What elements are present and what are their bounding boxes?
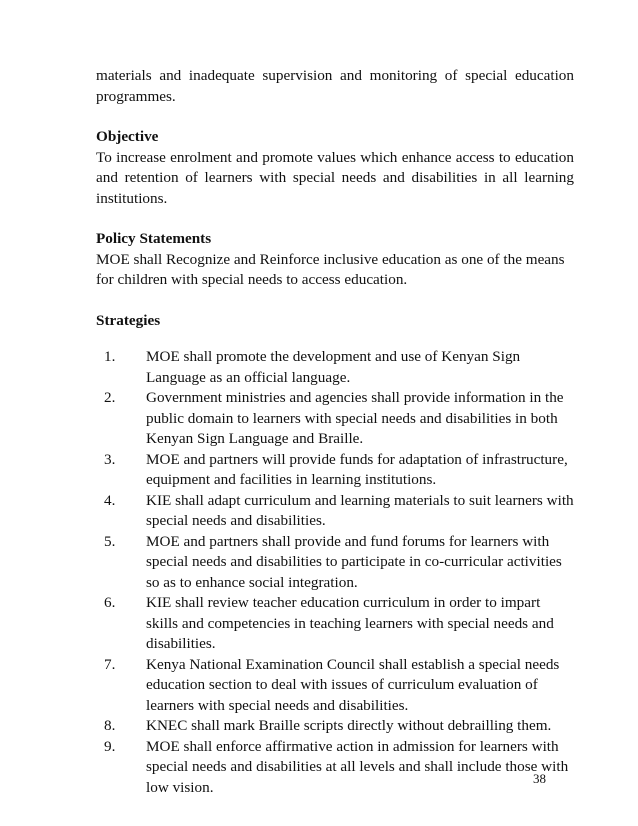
list-item (96, 716, 574, 737)
list-item-number: 5. (104, 532, 116, 550)
policy-heading: Policy Statements (96, 230, 212, 247)
strategies-list (96, 347, 574, 798)
list-item-text: MOE shall enforce affirmative action in admission for learners with special needs and disabilities at all levels and shall include those with low vision. (146, 737, 569, 796)
list-item-number: 9. (104, 737, 116, 755)
objective-text: To increase enrolment and promote values which enhance access to education and retention of learners with special needs and disabilities in all learning institutions. (96, 148, 574, 207)
page-number: 38 (533, 771, 546, 786)
objective-heading: Objective (96, 128, 159, 145)
list-item-text: KIE shall adapt curriculum and learning materials to suit learners with special needs and disabilities. (146, 491, 574, 529)
list-item (96, 491, 574, 532)
list-item-text: MOE shall promote the development and use of Kenyan Sign Language as an official language. (146, 348, 521, 386)
page-content (96, 66, 574, 798)
spacer (96, 291, 574, 311)
strategies-heading: Strategies (96, 311, 161, 329)
list-item-number: 1. (104, 348, 116, 365)
list-item-text: KIE shall review teacher education curriculum in order to impart skills and competencies in teaching learners with special needs and disabilities. (146, 594, 554, 652)
list-item-text: Kenya National Examination Council shall establish a special needs education section to deal with issues of curriculum evaluation of learners with special needs and disabilities. (146, 655, 560, 714)
list-item-number: 7. (104, 655, 116, 673)
list-item-text: MOE and partners shall provide and fund forums for learners with special needs and disabilities to participate in co-curricular activities so as to enhance social integration. (146, 532, 562, 591)
spacer (96, 209, 574, 229)
list-item (96, 388, 574, 450)
spacer (96, 107, 574, 127)
list-item (96, 655, 574, 717)
list-item (96, 450, 574, 491)
continuation-paragraph: materials and inadequate supervision and monitoring of special education programmes. (96, 67, 574, 105)
list-item-number: 4. (104, 491, 116, 509)
list-item-text: MOE and partners will provide funds for adaptation of infrastructure, equipment and facilities in learning institutions. (146, 450, 568, 488)
list-item-text: KNEC shall mark Braille scripts directly without debrailling them. (146, 717, 552, 734)
list-item (96, 593, 574, 655)
list-item-number: 2. (104, 389, 116, 406)
list-item-number: 6. (104, 594, 116, 611)
list-item (96, 737, 574, 799)
list-item-text: Government ministries and agencies shall provide information in the public domain to learners with special needs and disabilities in both Kenyan Sign Language and Braille. (146, 389, 564, 447)
list-item (96, 347, 574, 388)
list-item-number: 3. (104, 450, 116, 468)
list-item (96, 532, 574, 594)
policy-text: MOE shall Recognize and Reinforce inclusive education as one of the means for children with special needs to access education. (96, 250, 565, 288)
list-item-number: 8. (104, 717, 116, 734)
